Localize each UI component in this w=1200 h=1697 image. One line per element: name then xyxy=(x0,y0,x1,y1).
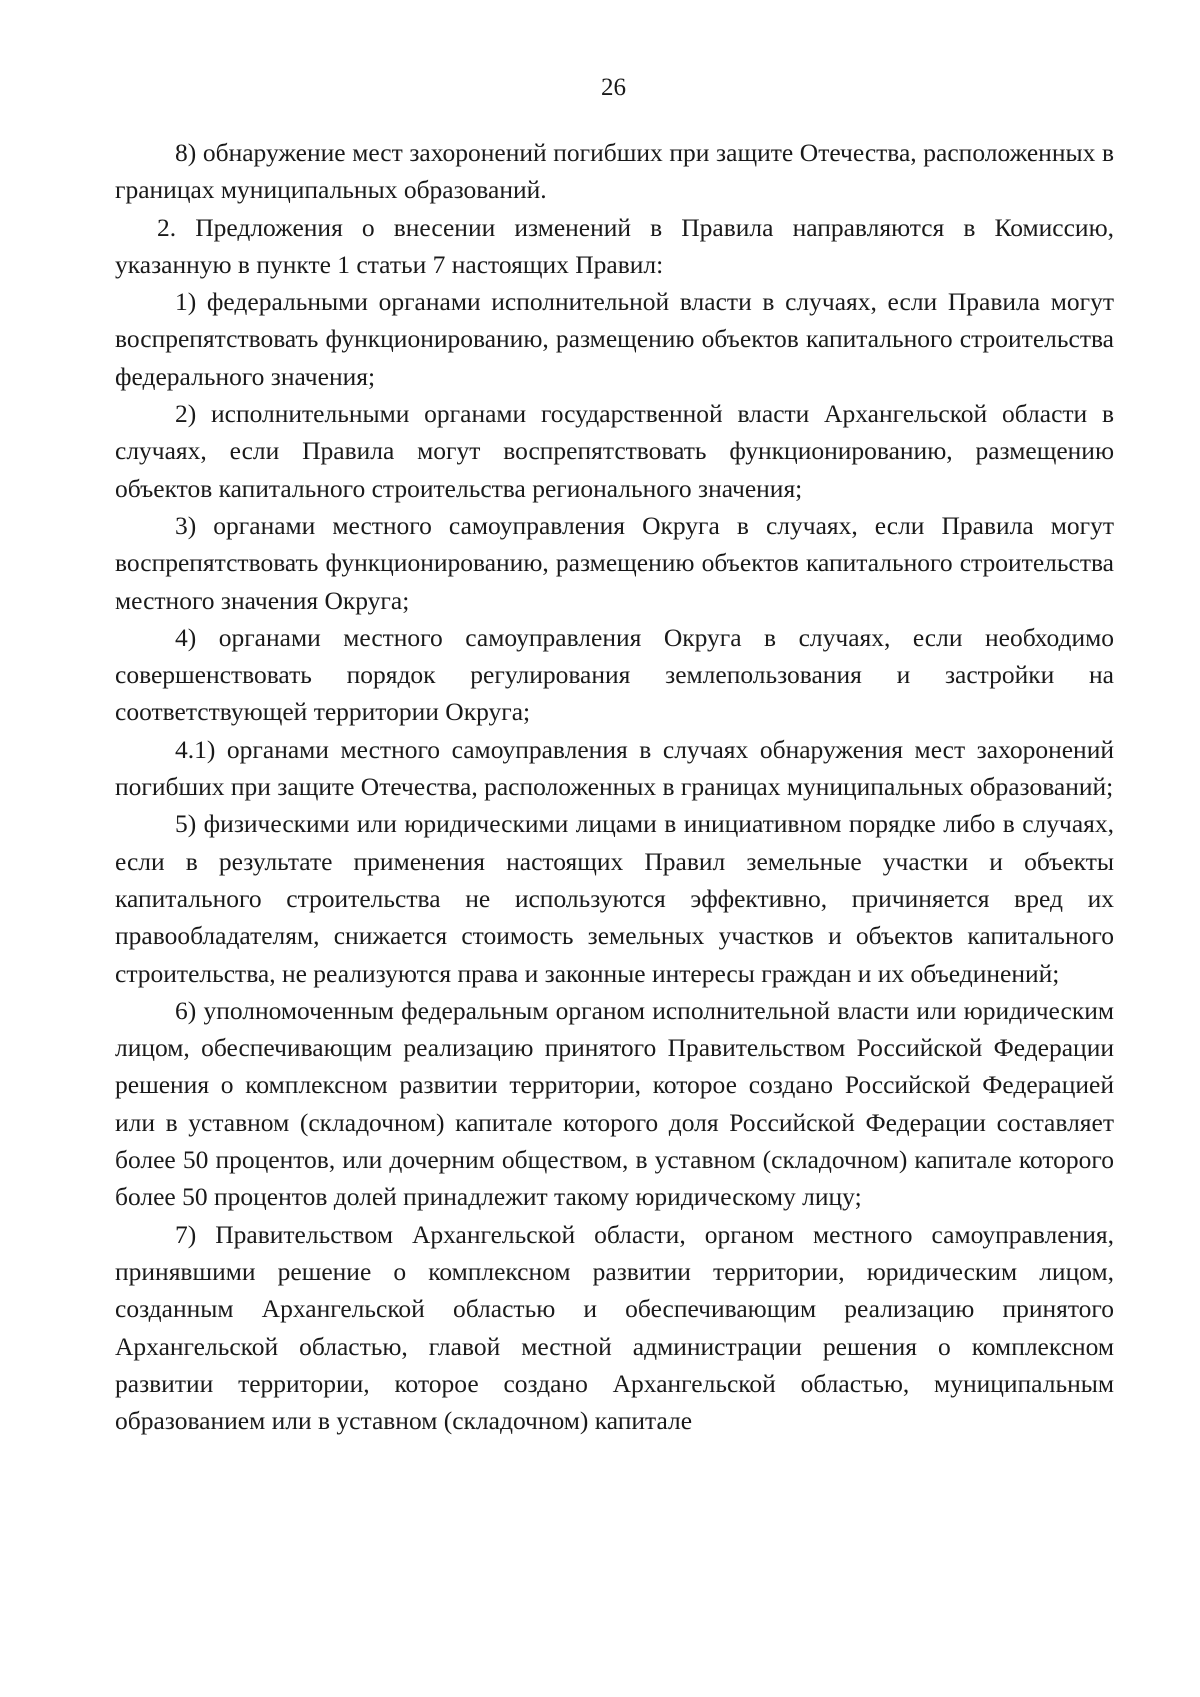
paragraph-item-6: 6) уполномоченным федеральным органом исполнительной власти или юридическим лицом, обеспечивающим реализацию принятого Правительством Российской Федерации решения о комплексном развитии территории, которое создано Российской Федерацией или в уставном (складочном) капитале которого доля Российской Федерации составляет более 50 процентов, или дочерним обществом, в уставном (складочном) капитале которого более 50 процентов долей принадлежит такому юридическому лицу; xyxy=(115,995,1114,1212)
paragraph-item-5: 5) физическими или юридическими лицами в инициативном порядке либо в случаях, если в результате применения настоящих Правил земельные участки и объекты капитального строительства не используются эффективно, причиняется вред их правообладателям, снижается стоимость земельных участков и объектов капитального строительства, не реализуются права и законные интересы граждан и их объединений; xyxy=(115,809,1114,988)
paragraph-item-8: 8) обнаружение мест захоронений погибших при защите Отечества, расположенных в границах муниципальных образований. xyxy=(115,138,1114,205)
paragraph-item-1: 1) федеральными органами исполнительной власти в случаях, если Правила могут воспрепятствовать функционированию, размещению объектов капитального строительства федерального значения; xyxy=(115,287,1114,391)
paragraph-item-4: 4) органами местного самоуправления Округа в случаях, если необходимо совершенствовать порядок регулирования землепользования и застройки на соответствующей территории Округа; xyxy=(115,622,1114,727)
paragraph-item-2: 2) исполнительными органами государственной власти Архангельской области в случаях, если Правила могут воспрепятствовать функционированию, размещению объектов капитального строительства регионального значения; xyxy=(115,399,1114,503)
paragraph-item-4-1: 4.1) органами местного самоуправления в случаях обнаружения мест захоронений погибших при защите Отечества, расположенных в границах муниципальных образований; xyxy=(115,734,1114,802)
page-number: 26 xyxy=(601,74,626,101)
paragraph-item-7: 7) Правительством Архангельской области, органом местного самоуправления, принявшими решение о комплексном развитии территории, юридическим лицом, созданным Архангельской областью и обеспечивающим реализацию принятого Архангельской областью, главой местной администрации решения о комплексном развитии территории, которое создано Архангельской областью, муниципальным образованием или в уставном (складочном) капитале xyxy=(115,1219,1114,1436)
paragraph-section-2: 2. Предложения о внесении изменений в Правила направляются в Комиссию, указанную в пункте 1 статьи 7 настоящих Правил: xyxy=(115,212,1114,279)
paragraph-item-3: 3) органами местного самоуправления Округа в случаях, если Правила могут воспрепятствовать функционированию, размещению объектов капитального строительства местного значения Округа; xyxy=(115,510,1114,615)
document-body xyxy=(115,134,1114,1439)
